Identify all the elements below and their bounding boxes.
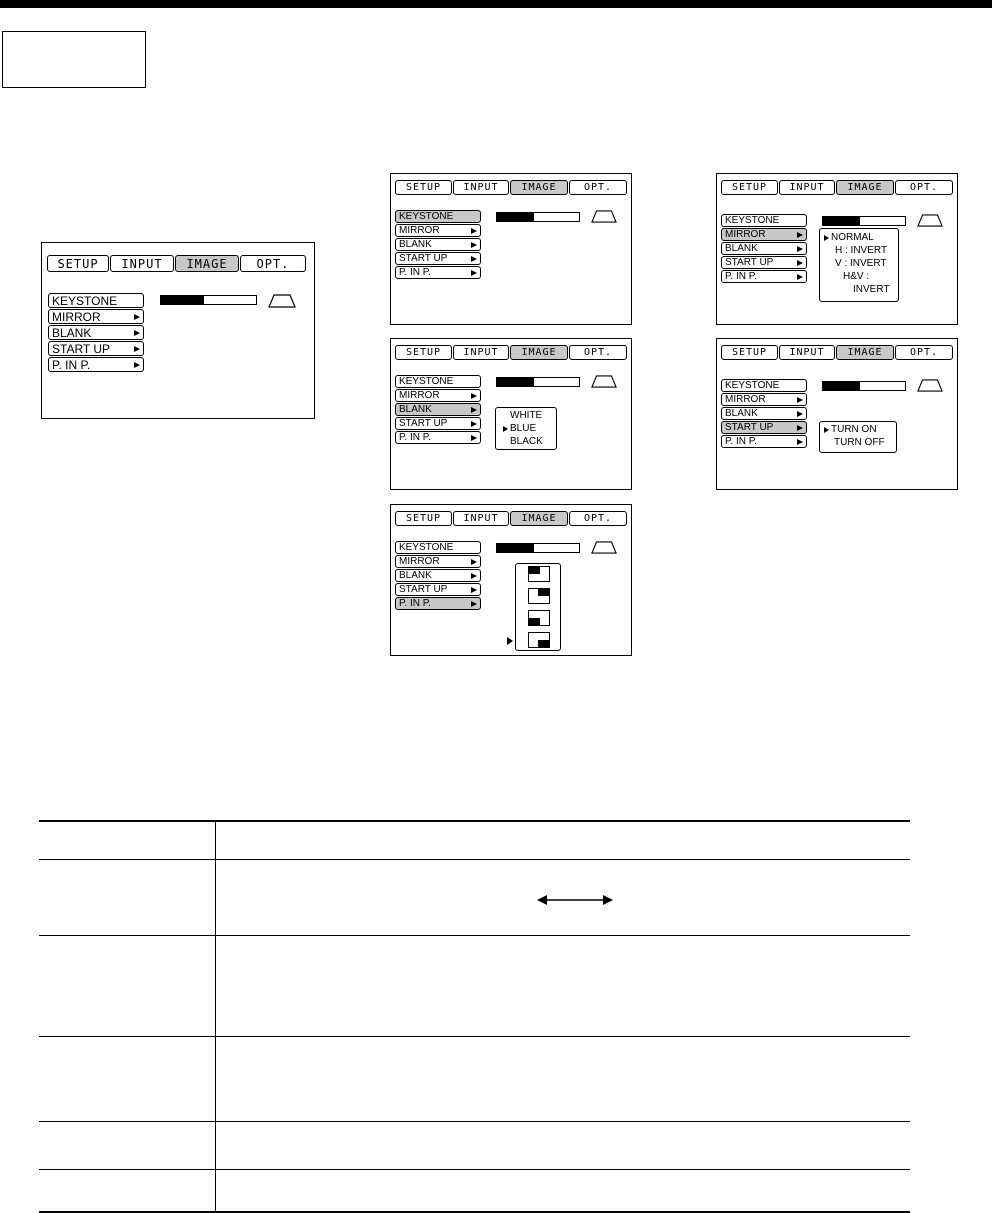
menu-tabs xyxy=(395,345,628,360)
menu-item-pinp[interactable]: P. IN P. xyxy=(395,431,481,444)
mirror-option-h-invert[interactable]: H : INVERT xyxy=(835,245,888,256)
submenu-arrow-icon xyxy=(797,274,803,280)
tab-input[interactable]: INPUT xyxy=(110,255,174,272)
tab-input[interactable]: INPUT xyxy=(453,345,509,360)
pinp-bottom-left-icon xyxy=(528,610,550,626)
tab-setup[interactable]: SETUP xyxy=(721,345,778,360)
pinp-option-bottom-right[interactable] xyxy=(516,630,560,652)
submenu-arrow-icon xyxy=(471,559,477,565)
tab-opt[interactable]: OPT. xyxy=(895,180,953,195)
page-top-rule xyxy=(0,0,992,8)
submenu-arrow-icon xyxy=(797,260,803,266)
submenu-arrow-icon xyxy=(134,314,140,320)
submenu-arrow-icon xyxy=(471,242,477,248)
menu-item-startup[interactable]: START UP xyxy=(721,421,807,434)
menu-item-mirror[interactable]: MIRROR xyxy=(395,555,481,568)
table-row-divider xyxy=(39,859,910,860)
osd-blank-selected xyxy=(390,338,632,490)
menu-item-pinp[interactable]: P. IN P. xyxy=(395,266,481,279)
table-row-divider xyxy=(39,1169,910,1170)
osd-keystone-selected xyxy=(390,173,632,325)
submenu-arrow-icon xyxy=(471,587,477,593)
osd-mirror-selected xyxy=(716,173,958,325)
tab-opt[interactable]: OPT. xyxy=(240,255,306,272)
keystone-level-bar[interactable] xyxy=(822,216,906,226)
keystone-level-bar[interactable] xyxy=(822,381,906,391)
mirror-submenu xyxy=(819,228,899,302)
menu-items xyxy=(395,541,481,611)
keystone-level-fill xyxy=(161,296,204,304)
menu-item-startup[interactable]: START UP xyxy=(395,252,481,265)
submenu-arrow-icon xyxy=(471,393,477,399)
menu-item-startup[interactable]: START UP xyxy=(48,341,144,356)
menu-tabs xyxy=(721,180,954,195)
mirror-option-normal[interactable]: NORMAL xyxy=(824,231,894,244)
tab-input[interactable]: INPUT xyxy=(453,511,509,526)
tab-input[interactable]: INPUT xyxy=(779,345,835,360)
tab-input[interactable]: INPUT xyxy=(779,180,835,195)
tab-setup[interactable]: SETUP xyxy=(395,511,452,526)
mirror-option-hv-invert[interactable]: H&V : xyxy=(843,271,870,282)
menu-item-mirror[interactable]: MIRROR xyxy=(721,228,807,241)
menu-items xyxy=(721,379,807,449)
mirror-option-hv-invert-line2: INVERT xyxy=(853,284,890,295)
submenu-arrow-icon xyxy=(134,330,140,336)
submenu-arrow-icon xyxy=(471,228,477,234)
submenu-arrow-icon xyxy=(471,421,477,427)
submenu-arrow-icon xyxy=(134,362,140,368)
table-column-divider xyxy=(215,822,216,1211)
menu-item-blank[interactable]: BLANK xyxy=(721,242,807,255)
submenu-arrow-icon xyxy=(797,246,803,252)
menu-items xyxy=(721,214,807,284)
submenu-arrow-icon xyxy=(797,397,803,403)
pinp-top-right-icon xyxy=(528,588,550,604)
menu-item-pinp[interactable]: P. IN P. xyxy=(721,435,807,448)
startup-option-turn-off[interactable]: TURN OFF xyxy=(834,437,885,448)
submenu-arrow-icon xyxy=(471,435,477,441)
tab-image[interactable]: IMAGE xyxy=(510,345,568,360)
menu-items xyxy=(48,293,144,373)
osd-startup-selected xyxy=(716,338,958,490)
menu-tabs xyxy=(395,511,628,526)
menu-item-blank[interactable]: BLANK xyxy=(48,325,144,340)
keystone-trapezoid-icon xyxy=(591,375,617,388)
keystone-level-bar[interactable] xyxy=(160,295,257,305)
blank-option-black[interactable]: BLACK xyxy=(510,436,543,447)
keystone-trapezoid-icon xyxy=(268,294,296,308)
function-table xyxy=(39,820,910,1213)
keystone-trapezoid-icon xyxy=(917,379,943,392)
menu-item-keystone[interactable]: KEYSTONE xyxy=(721,214,807,227)
tab-opt[interactable]: OPT. xyxy=(895,345,953,360)
osd-image-menu-main xyxy=(41,242,315,419)
startup-submenu xyxy=(819,421,897,453)
keystone-level-bar[interactable] xyxy=(496,543,580,553)
tab-image[interactable]: IMAGE xyxy=(510,511,568,526)
menu-item-startup[interactable]: START UP xyxy=(395,583,481,596)
menu-item-blank[interactable]: BLANK xyxy=(395,403,481,416)
pinp-submenu xyxy=(515,563,561,651)
menu-item-keystone[interactable]: KEYSTONE xyxy=(395,210,481,223)
pinp-option-bottom-left[interactable] xyxy=(516,608,560,630)
submenu-arrow-icon xyxy=(134,346,140,352)
submenu-arrow-icon xyxy=(797,232,803,238)
tab-image[interactable]: IMAGE xyxy=(175,255,239,272)
keystone-level-fill xyxy=(497,378,534,386)
submenu-arrow-icon xyxy=(471,256,477,262)
tab-image[interactable]: IMAGE xyxy=(836,180,894,195)
keystone-level-fill xyxy=(823,217,860,225)
osd-pinp-selected xyxy=(390,504,632,656)
blank-option-blue[interactable]: BLUE xyxy=(500,422,552,435)
menu-tabs xyxy=(395,180,628,195)
selection-pointer-icon xyxy=(507,637,513,645)
submenu-arrow-icon xyxy=(797,439,803,445)
menu-item-blank[interactable]: BLANK xyxy=(395,238,481,251)
keystone-trapezoid-icon xyxy=(917,214,943,227)
menu-item-keystone[interactable]: KEYSTONE xyxy=(395,541,481,554)
keystone-level-fill xyxy=(497,544,534,552)
tab-opt[interactable]: OPT. xyxy=(569,511,627,526)
submenu-arrow-icon xyxy=(797,411,803,417)
tab-input[interactable]: INPUT xyxy=(453,180,509,195)
submenu-arrow-icon xyxy=(471,601,477,607)
menu-tabs xyxy=(721,345,954,360)
keystone-trapezoid-icon xyxy=(591,541,617,554)
submenu-arrow-icon xyxy=(471,573,477,579)
blank-submenu xyxy=(495,407,557,450)
keystone-level-bar[interactable] xyxy=(496,377,580,387)
menu-item-pinp[interactable]: P. IN P. xyxy=(395,597,481,610)
menu-item-blank[interactable]: BLANK xyxy=(395,569,481,582)
table-row-divider xyxy=(39,1036,910,1037)
tab-setup[interactable]: SETUP xyxy=(395,345,452,360)
mirror-option-v-invert[interactable]: V : INVERT xyxy=(835,258,887,269)
tab-opt[interactable]: OPT. xyxy=(569,180,627,195)
menu-item-mirror[interactable]: MIRROR xyxy=(48,309,144,324)
menu-item-mirror[interactable]: MIRROR xyxy=(721,393,807,406)
menu-item-keystone[interactable]: KEYSTONE xyxy=(48,293,144,308)
keystone-level-fill xyxy=(823,382,860,390)
keystone-trapezoid-icon xyxy=(591,210,617,223)
double-arrow-icon xyxy=(537,894,613,906)
table-row-divider xyxy=(39,1121,910,1122)
submenu-arrow-icon xyxy=(797,425,803,431)
menu-tabs xyxy=(47,255,307,272)
menu-item-blank[interactable]: BLANK xyxy=(721,407,807,420)
submenu-arrow-icon xyxy=(471,407,477,413)
pinp-top-left-icon xyxy=(528,566,550,582)
menu-item-pinp[interactable]: P. IN P. xyxy=(48,357,144,372)
pinp-option-top-left[interactable] xyxy=(516,564,560,586)
tab-setup[interactable]: SETUP xyxy=(395,180,452,195)
startup-option-turn-on[interactable]: TURN ON xyxy=(824,423,892,436)
tab-opt[interactable]: OPT. xyxy=(569,345,627,360)
pinp-bottom-right-icon xyxy=(528,632,550,648)
menu-item-startup[interactable]: START UP xyxy=(395,417,481,430)
selection-pointer-icon xyxy=(824,235,829,241)
menu-items xyxy=(395,210,481,280)
keystone-level-bar[interactable] xyxy=(496,212,580,222)
keystone-level-fill xyxy=(497,213,534,221)
menu-items xyxy=(395,375,481,445)
menu-item-keystone[interactable]: KEYSTONE xyxy=(721,379,807,392)
section-label-box xyxy=(2,31,146,88)
tab-setup[interactable]: SETUP xyxy=(47,255,109,272)
table-row-divider xyxy=(39,935,910,936)
selection-pointer-icon xyxy=(503,426,508,432)
submenu-arrow-icon xyxy=(471,270,477,276)
menu-item-startup[interactable]: START UP xyxy=(721,256,807,269)
menu-item-pinp[interactable]: P. IN P. xyxy=(721,270,807,283)
blank-option-white[interactable]: WHITE xyxy=(510,410,543,421)
selection-pointer-icon xyxy=(824,427,829,433)
tab-image[interactable]: IMAGE xyxy=(510,180,568,195)
menu-item-mirror[interactable]: MIRROR xyxy=(395,224,481,237)
menu-item-mirror[interactable]: MIRROR xyxy=(395,389,481,402)
tab-image[interactable]: IMAGE xyxy=(836,345,894,360)
pinp-option-top-right[interactable] xyxy=(516,586,560,608)
menu-item-keystone[interactable]: KEYSTONE xyxy=(395,375,481,388)
tab-setup[interactable]: SETUP xyxy=(721,180,778,195)
